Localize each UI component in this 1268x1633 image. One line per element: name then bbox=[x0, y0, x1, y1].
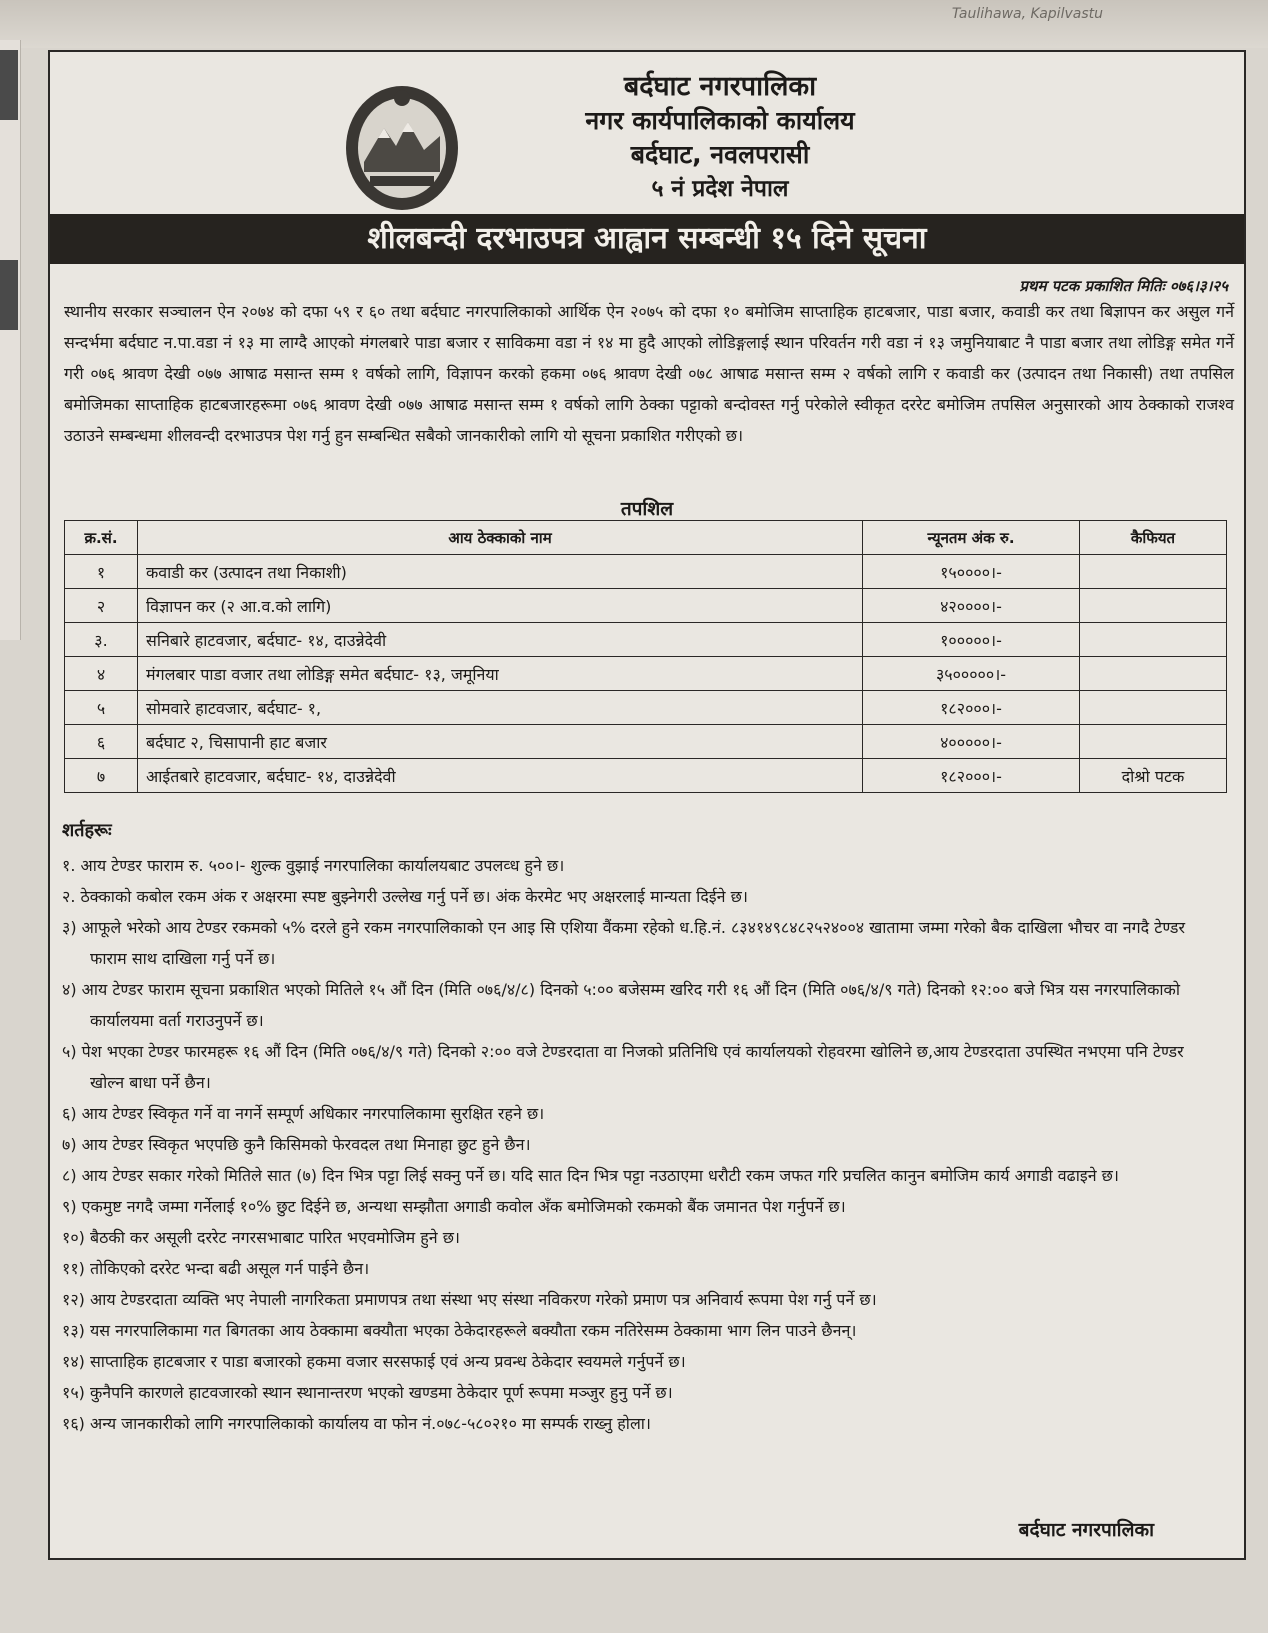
province-name: ५ नं प्रदेश नेपाल bbox=[651, 176, 789, 202]
header-remarks: कैफियत bbox=[1080, 521, 1227, 555]
row-serial: ४ bbox=[65, 657, 138, 691]
intro-paragraph: स्थानीय सरकार सञ्चालन ऐन २०७४ को दफा ५९ र ६० तथा बर्दघाट नगरपालिकाको आर्थिक ऐन २०७५ को दफा १० बमोजिम साप्ताहिक हाटबजार, पाडा बजार, कवाडी कर तथा बिज्ञापन कर असुल गर्ने सन्दर्भमा बर्दघाट न.पा.वडा नं १३ मा लाग्दै आएको मंगलबारे पाडा बजार र साविकमा वडा नं १४ मा हुदै आएको लोडिङ्गलाई स्थान परिवर्तन गरी वडा नं १३ जमुनियाबाट नै पाडा बजार तथा लोडिङ्ग समेत गर्ने गरी ०७६ श्रावण देखी ०७७ आषाढ मसान्त सम्म १ वर्षको लागि, विज्ञापन करको हकमा ०७६ श्रावण देखी ०७८ आषाढ मसान्त सम्म २ वर्षको लागि र कवाडी कर (उत्पादन तथा निकासी) तथा तपसिल बमोजिमका साप्ताहिक हाटबजारहरूमा ०७६ श्रावण देखी ०७७ आषाढ मसान्त सम्म १ वर्षको लागि ठेक्का पट्टाको बन्दोवस्त गर्नु परेकोले स्वीकृत दररेट बमोजिम तपसिल अनुसारको आय ठेक्काको राजश्व उठाउने सम्बन्धमा शीलवन्दी दरभाउपत्र पेश गर्नु हुन सम्बन्धित सबैको जानकारीको लागि यो सूचना प्रकाशित गरीएको छ। bbox=[64, 302, 1234, 445]
row-contract-name: मंगलबार पाडा वजार तथा लोडिङ्ग समेत बर्दघाट- १३, जमूनिया bbox=[138, 657, 863, 691]
row-remarks bbox=[1080, 725, 1227, 759]
condition-item: ७) आय टेण्डर स्विकृत भएपछि कुनै किसिमको फेरवदल तथा मिनाहा छुट हुने छैन। bbox=[62, 1135, 531, 1154]
table-row bbox=[65, 589, 1227, 623]
nepal-emblem-icon bbox=[340, 76, 465, 216]
condition-item: १४) साप्ताहिक हाटबजार र पाडा बजारको हकमा वजार सरसफाई एवं अन्य प्रवन्ध ठेकेदार स्वयमले गर्नुपर्ने छ। bbox=[62, 1352, 686, 1371]
condition-item: १०) बैठकी कर असूली दररेट नगरसभाबाट पारित भएवमोजिम हुने छ। bbox=[62, 1228, 461, 1247]
conditions-title: शर्तहरूः bbox=[62, 820, 112, 841]
row-contract-name: आईतबारे हाटवजार, बर्दघाट- १४, दाउन्नेदेवी bbox=[138, 759, 863, 793]
notice-title-banner: शीलबन्दी दरभाउपत्र आह्वान सम्बन्धी १५ दिने सूचना bbox=[50, 214, 1244, 264]
row-contract-name: सोमवारे हाटवजार, बर्दघाट- १, bbox=[138, 691, 863, 725]
schedule-title: तपशिल bbox=[620, 498, 674, 520]
edge-tab bbox=[0, 50, 18, 120]
table-row bbox=[65, 759, 1227, 793]
row-remarks bbox=[1080, 657, 1227, 691]
left-page-edge bbox=[0, 40, 21, 640]
row-amount: १८२०००।- bbox=[863, 759, 1080, 793]
row-remarks: दोश्रो पटक bbox=[1080, 759, 1227, 793]
letterhead bbox=[470, 70, 970, 206]
table-row bbox=[65, 555, 1227, 589]
condition-item: ४) आय टेण्डर फाराम सूचना प्रकाशित भएको मितिले १५ औं दिन (मिति ०७६/४/८) दिनको ५:०० बजेसम्म खरिद गरी १६ औं दिन (मिति ०७६/४/९ गते) दिनको १२:०० बजे भित्र यस नगरपालिकाको कार्यालयमा वर्ता गराउनुपर्ने छ। bbox=[62, 980, 1180, 1030]
row-serial: ६ bbox=[65, 725, 138, 759]
condition-item: १३) यस नगरपालिकामा गत बिगतका आय ठेक्कामा बक्यौता भएका ठेकेदारहरूले बक्यौता रकम नतिरेसम्म ठेक्कामा भाग लिन पाउने छैनन्। bbox=[62, 1321, 857, 1340]
office-name: नगर कार्यपालिकाको कार्यालय bbox=[585, 106, 855, 135]
row-remarks bbox=[1080, 589, 1227, 623]
row-remarks bbox=[1080, 691, 1227, 725]
municipality-name: बर्दघाट नगरपालिका bbox=[623, 71, 817, 102]
signature-municipality: बर्दघाट नगरपालिका bbox=[1018, 1519, 1154, 1541]
condition-item: ५) पेश भएका टेण्डर फारमहरू १६ औं दिन (मिति ०७६/४/९ गते) दिनको २:०० वजे टेण्डरदाता वा निजको प्रतिनिधि एवं कार्यालयको रोहवरमा खोलिने छ,आय टेण्डरदाता उपस्थित नभएमा पनि टेण्डर खोल्न बाधा पर्ने छैन। bbox=[62, 1042, 1184, 1092]
condition-item: १५) कुनैपनि कारणले हाटवजारको स्थान स्थानान्तरण भएको खण्डमा ठेकेदार पूर्ण रूपमा मञ्जुर हुनु पर्ने छ। bbox=[62, 1383, 673, 1402]
row-amount: ३५०००००।- bbox=[863, 657, 1080, 691]
row-contract-name: विज्ञापन कर (२ आ.व.को लागि) bbox=[138, 589, 863, 623]
published-date: प्रथम पटक प्रकाशित मितिः ०७६।३।२५ bbox=[1019, 277, 1228, 295]
condition-item: ३) आफूले भरेको आय टेण्डर रकमको ५% दरले हुने रकम नगरपालिकाको एन आइ सि एशिया वैंकमा रहेको ध.हि.नं. ८३४१४९८४८२५२४००४ खातामा जम्मा गरेको बैक दाखिला भौचर वा नगदै टेण्डर फाराम साथ दाखिला गर्नु पर्ने छ। bbox=[62, 918, 1186, 968]
condition-item: १. आय टेण्डर फाराम रु. ५००।- शुल्क वुझाई नगरपालिका कार्यालयबाट उपलव्ध हुने छ। bbox=[62, 856, 565, 875]
condition-item: ११) तोकिएको दररेट भन्दा बढी असूल गर्न पाईने छैन। bbox=[62, 1259, 370, 1278]
table-header-row bbox=[65, 521, 1227, 555]
condition-item: २. ठेक्काको कबोल रकम अंक र अक्षरमा स्पष्ट बुझ्नेगरी उल्लेख गर्नु पर्ने छ। अंक केरमेट भए अक्षरलाई मान्यता दिईने छ। bbox=[62, 887, 748, 906]
office-location: बर्दघाट, नवलपरासी bbox=[630, 140, 810, 169]
table-row bbox=[65, 657, 1227, 691]
strip-text: Taulihawa, Kapilvastu bbox=[951, 6, 1103, 22]
condition-item: १६) अन्य जानकारीको लागि नगरपालिकाको कार्यालय वा फोन नं.०७८-५८०२१० मा सम्पर्क राख्नु होला। bbox=[62, 1414, 651, 1433]
condition-item: ९) एकमुष्ट नगदै जम्मा गर्नेलाई १०% छुट दिईने छ, अन्यथा सम्झौता अगाडी कवोल अँक बमोजिमको रकमको बैंक जमानत पेश गर्नुपर्ने छ। bbox=[62, 1197, 846, 1216]
edge-tab bbox=[0, 260, 18, 330]
conditions-list bbox=[62, 850, 1212, 1439]
header-minimum-amount: न्यूनतम अंक रु. bbox=[863, 521, 1080, 555]
condition-item: १२) आय टेण्डरदाता व्यक्ति भए नेपाली नागरिकता प्रमाणपत्र तथा संस्था भए संस्था नविकरण गरेको प्रमाण पत्र अनिवार्य रूपमा पेश गर्नु पर्ने छ। bbox=[62, 1290, 877, 1309]
newspaper-top-strip bbox=[0, 0, 1268, 48]
row-contract-name: कवाडी कर (उत्पादन तथा निकाशी) bbox=[138, 555, 863, 589]
condition-item: ८) आय टेण्डर सकार गरेको मितिले सात (७) दिन भित्र पट्टा लिई सक्नु पर्ने छ। यदि सात दिन भित्र पट्टा नउठाएमा धरौटी रकम जफत गरि प्रचलित कानुन बमोजिम कार्य अगाडी वढाइने छ। bbox=[62, 1166, 1119, 1185]
table-row bbox=[65, 691, 1227, 725]
row-serial: ५ bbox=[65, 691, 138, 725]
row-remarks bbox=[1080, 555, 1227, 589]
table-row bbox=[65, 623, 1227, 657]
schedule-table bbox=[64, 520, 1227, 793]
row-amount: ४०००००।- bbox=[863, 725, 1080, 759]
tender-notice bbox=[48, 50, 1246, 1560]
row-serial: १ bbox=[65, 555, 138, 589]
row-contract-name: सनिबारे हाटवजार, बर्दघाट- १४, दाउन्नेदेवी bbox=[138, 623, 863, 657]
row-amount: १०००००।- bbox=[863, 623, 1080, 657]
row-contract-name: बर्दघाट २, चिसापानी हाट बजार bbox=[138, 725, 863, 759]
row-serial: ७ bbox=[65, 759, 138, 793]
row-amount: १८२०००।- bbox=[863, 691, 1080, 725]
header-serial: क्र.सं. bbox=[65, 521, 138, 555]
row-remarks bbox=[1080, 623, 1227, 657]
row-serial: २ bbox=[65, 589, 138, 623]
header-contract-name: आय ठेक्काको नाम bbox=[138, 521, 863, 555]
row-amount: १५००००।- bbox=[863, 555, 1080, 589]
row-serial: ३. bbox=[65, 623, 138, 657]
table-row bbox=[65, 725, 1227, 759]
condition-item: ६) आय टेण्डर स्विकृत गर्ने वा नगर्ने सम्पूर्ण अधिकार नगरपालिकामा सुरक्षित रहने छ। bbox=[62, 1104, 545, 1123]
row-amount: ४२००००।- bbox=[863, 589, 1080, 623]
